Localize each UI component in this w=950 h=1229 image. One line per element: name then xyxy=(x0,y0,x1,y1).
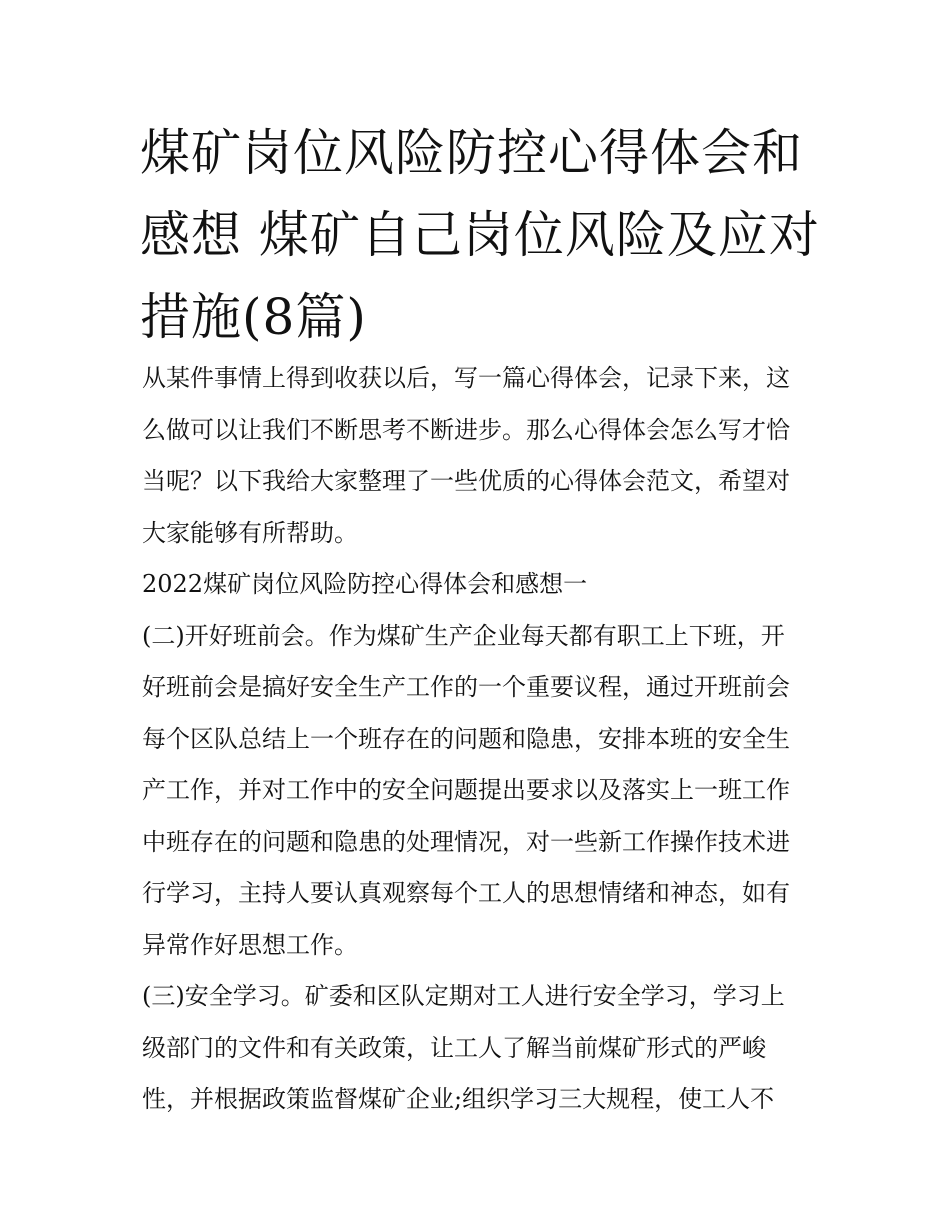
title-line: 煤矿岗位风险防控心得体会和 xyxy=(140,124,803,182)
intro-line: 么做可以让我们不断思考不断进步。那么心得体会怎么写才恰 xyxy=(142,415,790,444)
paragraph-line: (三)安全学习。矿委和区队定期对工人进行安全学习，学习上 xyxy=(142,982,785,1010)
document-title xyxy=(140,112,820,358)
paragraph-line: 产工作，并对工作中的安全问题提出要求以及落实上一班工作 xyxy=(142,776,790,804)
paragraph-line: (二)开好班前会。作为煤矿生产企业每天都有职工上下班，开 xyxy=(142,621,785,650)
title-line: 措施(8篇) xyxy=(140,288,367,346)
intro-line: 从某件事情上得到收获以后，写一篇心得体会，记录下来，这 xyxy=(142,364,790,392)
section-heading: 2022煤矿岗位风险防控心得体会和感想一 xyxy=(142,570,588,598)
paragraph-line: 每个区队总结上一个班存在的问题和隐患，安排本班的安全生 xyxy=(142,724,790,753)
title-line: 感想 煤矿自己岗位风险及应对 xyxy=(140,206,820,264)
intro-line: 大家能够有所帮助。 xyxy=(142,518,358,547)
paragraph-line: 中班存在的问题和隐患的处理情况，对一些新工作操作技术进 xyxy=(142,827,790,856)
document-body xyxy=(142,353,822,1126)
paragraph-line: 异常作好思想工作。 xyxy=(142,930,358,959)
paragraph-line: 行学习，主持人要认真观察每个工人的思想情绪和神态，如有 xyxy=(142,879,790,907)
paragraph-line: 性，并根据政策监督煤矿企业;组织学习三大规程，使工人不 xyxy=(142,1085,775,1113)
paragraph-line: 好班前会是搞好安全生产工作的一个重要议程，通过开班前会 xyxy=(142,673,790,701)
paragraph-line: 级部门的文件和有关政策，让工人了解当前煤矿形式的严峻 xyxy=(142,1033,766,1062)
intro-line: 当呢？以下我给大家整理了一些优质的心得体会范文，希望对 xyxy=(142,467,790,495)
